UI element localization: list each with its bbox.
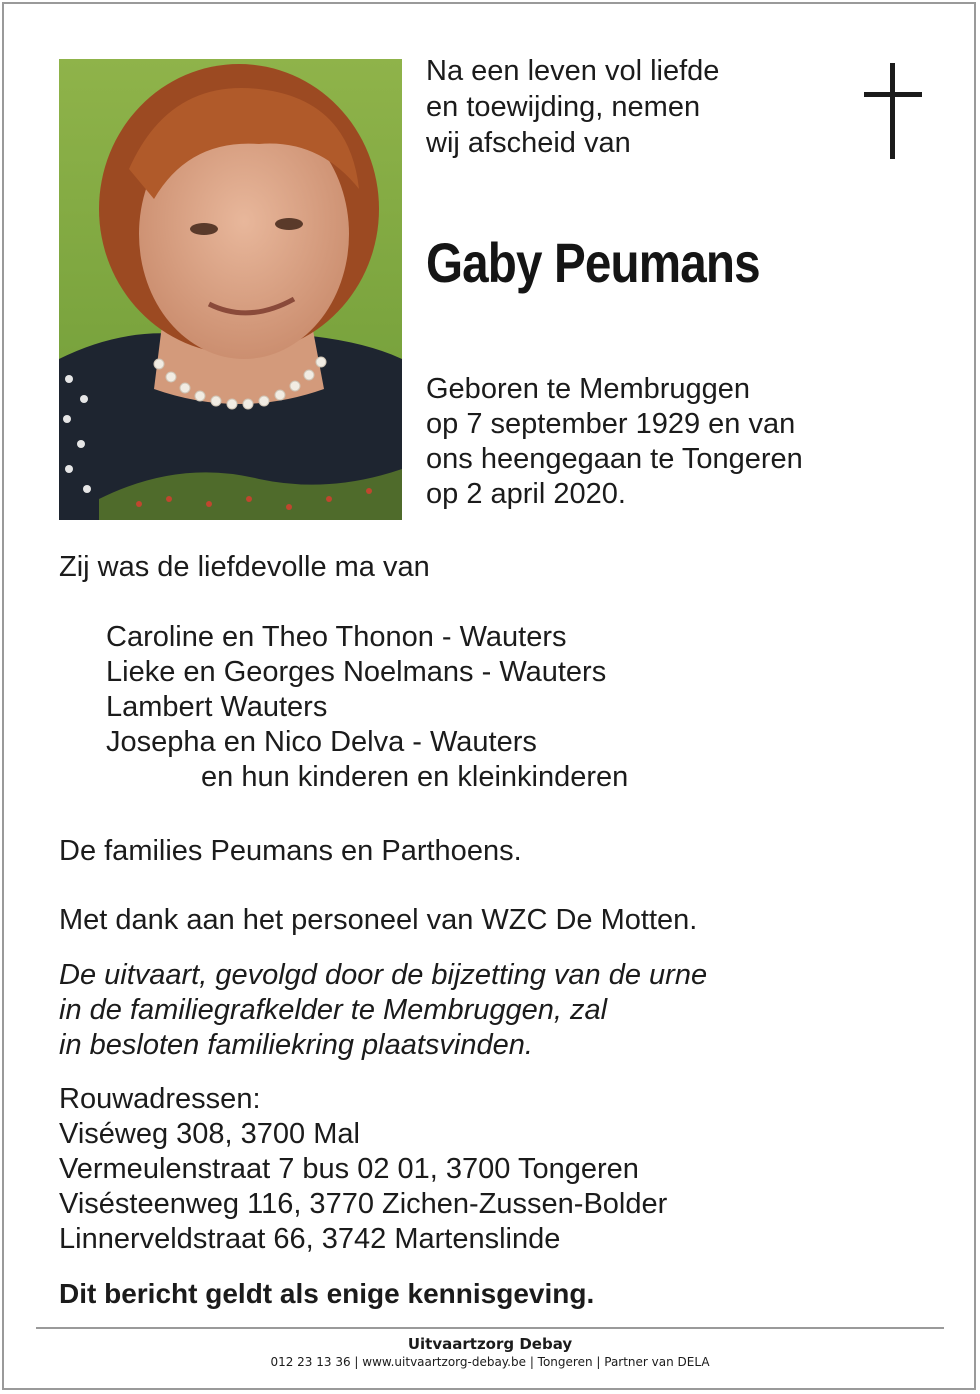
grandchildren-line: en hun kinderen en kleinkinderen	[201, 761, 629, 793]
footer-title: Uitvaartzorg Debay	[407, 1335, 573, 1353]
address-entry: Vermeulenstraat 7 bus 02 01, 3700 Tongeren	[59, 1153, 639, 1185]
intro-text	[426, 53, 719, 161]
deceased-name: Gaby Peumans	[426, 231, 760, 294]
intro-line: wij afscheid van	[426, 127, 631, 159]
birth-line: ons heengegaan te Tongeren	[426, 443, 803, 475]
birth-details	[426, 372, 803, 512]
birth-line: op 7 september 1929 en van	[426, 408, 796, 440]
funeral-line: in besloten familiekring plaatsvinden.	[59, 1029, 533, 1061]
birth-line: Geboren te Membruggen	[426, 373, 751, 405]
children-list	[106, 620, 628, 795]
portrait-photo	[59, 59, 402, 520]
address-entry: Visésteenweg 116, 3770 Zichen-Zussen-Bolder	[59, 1188, 668, 1220]
intro-line: Na een leven vol liefde	[426, 55, 720, 87]
child-entry: Josepha en Nico Delva - Wauters	[106, 726, 537, 758]
families-line: De families Peumans en Parthoens.	[59, 835, 522, 867]
footer-contact: 012 23 13 36 | www.uitvaartzorg-debay.be | Tongeren | Partner van DELA	[270, 1355, 710, 1369]
child-entry: Lieke en Georges Noelmans - Wauters	[106, 656, 607, 688]
funeral-details	[59, 958, 707, 1063]
funeral-line: in de familiegrafkelder te Membruggen, zal	[59, 994, 608, 1026]
intro-line: en toewijding, nemen	[426, 91, 701, 123]
mourning-addresses	[59, 1082, 667, 1257]
address-entry: Viséweg 308, 3700 Mal	[59, 1118, 360, 1150]
funeral-line: De uitvaart, gevolgd door de bijzetting van de urne	[59, 959, 708, 991]
thanks-line: Met dank aan het personeel van WZC De Motten.	[59, 904, 698, 936]
birth-line: op 2 april 2020.	[426, 478, 626, 510]
address-entry: Linnerveldstraat 66, 3742 Martenslinde	[59, 1223, 561, 1255]
notice-text: Dit bericht geldt als enige kennisgeving.	[59, 1278, 595, 1309]
addresses-label: Rouwadressen:	[59, 1083, 261, 1115]
child-entry: Caroline en Theo Thonon - Wauters	[106, 621, 567, 653]
footer-divider	[36, 1327, 944, 1329]
cross-icon	[864, 63, 922, 161]
child-entry: Lambert Wauters	[106, 691, 328, 723]
children-intro: Zij was de liefdevolle ma van	[59, 551, 430, 583]
